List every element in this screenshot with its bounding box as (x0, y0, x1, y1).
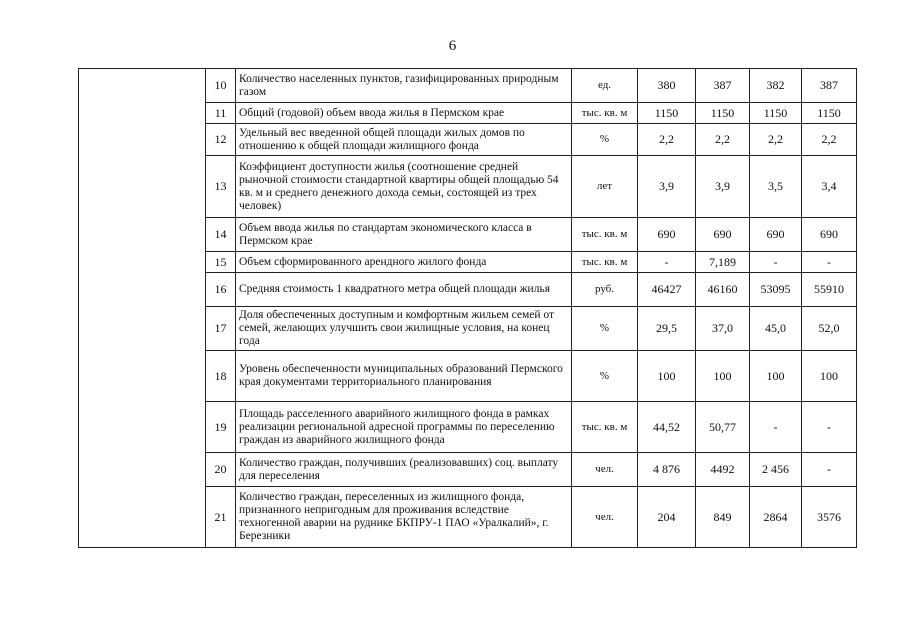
indicator-value: 2 456 (750, 453, 802, 487)
table-row (79, 69, 857, 103)
indicator-value: - (802, 402, 857, 453)
row-number: 21 (206, 487, 236, 548)
row-number: 15 (206, 252, 236, 273)
page-number: 6 (448, 38, 457, 54)
indicator-value: 46427 (638, 273, 696, 307)
indicator-value: 387 (696, 69, 750, 103)
indicator-value: 690 (696, 218, 750, 252)
indicator-name: Количество граждан, переселенных из жилищного фонда, признанного непригодным для проживания вследствие техногенной аварии на руднике БКПРУ-1 ПАО «Уралкалий», г. Березники (236, 487, 572, 548)
unit-of-measure: лет (572, 156, 638, 218)
indicator-value: 690 (638, 218, 696, 252)
indicator-value: 4492 (696, 453, 750, 487)
indicator-value: 690 (750, 218, 802, 252)
indicator-value: 380 (638, 69, 696, 103)
indicator-value: - (802, 252, 857, 273)
indicator-value: 100 (802, 351, 857, 402)
indicator-value: - (750, 252, 802, 273)
indicator-value: 204 (638, 487, 696, 548)
indicator-value: 3576 (802, 487, 857, 548)
indicators-table (78, 68, 857, 548)
indicator-name: Количество населенных пунктов, газифицированных природным газом (236, 69, 572, 103)
indicator-value: 382 (750, 69, 802, 103)
indicator-name: Средняя стоимость 1 квадратного метра общей площади жилья (236, 273, 572, 307)
indicator-value: 52,0 (802, 307, 857, 351)
indicator-value: 690 (802, 218, 857, 252)
row-number: 19 (206, 402, 236, 453)
row-number: 13 (206, 156, 236, 218)
indicator-value: 53095 (750, 273, 802, 307)
indicator-value: 44,52 (638, 402, 696, 453)
indicator-value: 3,5 (750, 156, 802, 218)
indicator-value: 100 (750, 351, 802, 402)
row-number: 14 (206, 218, 236, 252)
indicator-value: 46160 (696, 273, 750, 307)
indicator-value: 2,2 (696, 124, 750, 156)
indicator-value: 1150 (750, 103, 802, 124)
indicator-value: 45,0 (750, 307, 802, 351)
unit-of-measure: чел. (572, 487, 638, 548)
indicator-name: Объем сформированного арендного жилого фонда (236, 252, 572, 273)
indicator-name: Удельный вес введенной общей площади жилых домов по отношению к общей площади жилищного фонда (236, 124, 572, 156)
row-number: 10 (206, 69, 236, 103)
indicator-name: Коэффициент доступности жилья (соотношение средней рыночной стоимости стандартной квартиры общей площадью 54 кв. м и среднего денежного дохода семьи, состоящей из трех человек) (236, 156, 572, 218)
unit-of-measure: % (572, 124, 638, 156)
indicator-value: 7,189 (696, 252, 750, 273)
indicator-value: 849 (696, 487, 750, 548)
unit-of-measure: тыс. кв. м (572, 218, 638, 252)
unit-of-measure: тыс. кв. м (572, 252, 638, 273)
indicator-value: 100 (638, 351, 696, 402)
unit-of-measure: ед. (572, 69, 638, 103)
unit-of-measure: % (572, 307, 638, 351)
indicator-value: 37,0 (696, 307, 750, 351)
unit-of-measure: % (572, 351, 638, 402)
indicator-value: 1150 (638, 103, 696, 124)
indicator-value: 4 876 (638, 453, 696, 487)
indicator-name: Количество граждан, получивших (реализовавших) соц. выплату для переселения (236, 453, 572, 487)
indicator-value: 2,2 (638, 124, 696, 156)
unit-of-measure: руб. (572, 273, 638, 307)
indicator-name: Площадь расселенного аварийного жилищного фонда в рамках реализации региональной адресной программы по переселению граждан из аварийного жилищного фонда (236, 402, 572, 453)
indicator-value: 2864 (750, 487, 802, 548)
indicator-value: - (802, 453, 857, 487)
indicator-value: 3,9 (638, 156, 696, 218)
indicator-value: 387 (802, 69, 857, 103)
row-number: 17 (206, 307, 236, 351)
indicator-value: 2,2 (750, 124, 802, 156)
indicator-value: - (638, 252, 696, 273)
row-number: 12 (206, 124, 236, 156)
program-section-cell (79, 69, 206, 548)
indicator-value: 1150 (802, 103, 857, 124)
unit-of-measure: чел. (572, 453, 638, 487)
row-number: 20 (206, 453, 236, 487)
indicator-value: 100 (696, 351, 750, 402)
indicator-name: Уровень обеспеченности муниципальных образований Пермского края документами территориального планирования (236, 351, 572, 402)
indicator-name: Объем ввода жилья по стандартам экономического класса в Пермском крае (236, 218, 572, 252)
unit-of-measure: тыс. кв. м (572, 103, 638, 124)
indicator-value: 3,9 (696, 156, 750, 218)
indicator-value: 50,77 (696, 402, 750, 453)
row-number: 16 (206, 273, 236, 307)
indicator-value: 2,2 (802, 124, 857, 156)
row-number: 11 (206, 103, 236, 124)
indicator-value: - (750, 402, 802, 453)
indicator-name: Общий (годовой) объем ввода жилья в Пермском крае (236, 103, 572, 124)
indicator-value: 1150 (696, 103, 750, 124)
row-number: 18 (206, 351, 236, 402)
table-body (79, 69, 857, 548)
indicator-name: Доля обеспеченных доступным и комфортным жильем семей от семей, желающих улучшить свои жилищные условия, на конец года (236, 307, 572, 351)
indicator-value: 55910 (802, 273, 857, 307)
unit-of-measure: тыс. кв. м (572, 402, 638, 453)
indicator-value: 3,4 (802, 156, 857, 218)
indicator-value: 29,5 (638, 307, 696, 351)
